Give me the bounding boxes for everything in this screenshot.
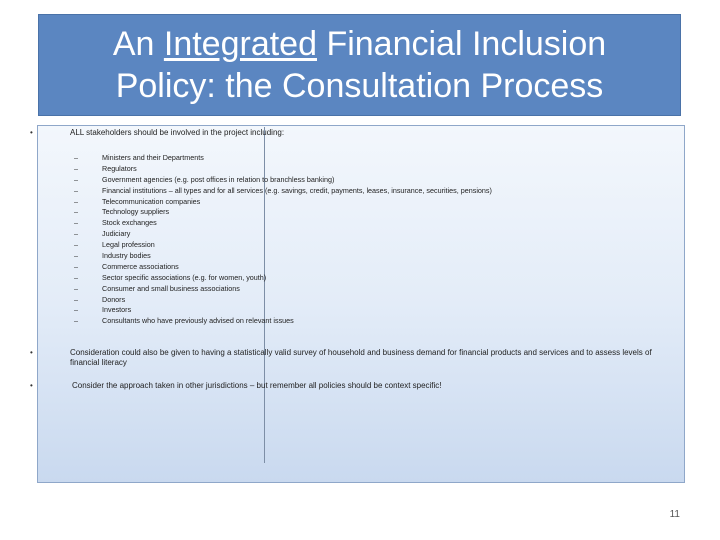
dash-marker: – [74, 316, 78, 326]
list-item [0, 164, 720, 175]
dash-marker: – [74, 251, 78, 261]
dash-marker: – [74, 153, 78, 162]
list-item [0, 284, 720, 295]
list-item-text: Government agencies (e.g. post offices in relation to branchless banking) [102, 174, 335, 184]
dash-marker: – [74, 261, 78, 271]
list-item [0, 186, 720, 197]
dash-marker: – [74, 185, 78, 195]
list-item-text: Regulators [102, 163, 137, 173]
bullet-text: ALL stakeholders should be involved in the project including: [70, 128, 285, 137]
list-item [0, 218, 720, 229]
list-item-text: Technology suppliers [102, 207, 170, 217]
list-item [0, 240, 720, 251]
list-item [0, 295, 720, 306]
dash-marker: – [74, 240, 78, 250]
list-item-text: Industry bodies [102, 251, 151, 261]
list-item-text: Legal profession [102, 240, 155, 250]
list-item-text: Financial institutions – all types and for all services (e.g. savings, credit, payments, leases, insurance, securities, pensions) [102, 185, 492, 195]
title-prefix: An [112, 25, 164, 63]
dash-marker: – [74, 272, 78, 282]
list-item-text: Consumer and small business associations [102, 283, 240, 293]
bullet-text: Consideration could also be given to having a statistically valid survey of household and business demand for financial products and services and to assess levels of financial literacy [70, 348, 652, 367]
page-number: 11 [669, 509, 680, 520]
dash-marker: – [74, 196, 78, 206]
title-banner [38, 14, 681, 116]
dash-marker: – [74, 174, 78, 184]
title-suffix: Financial Inclusion [317, 25, 607, 63]
list-item-text: Consultants who have previously advised on relevant issues [102, 316, 294, 326]
list-item-text: Judiciary [102, 229, 131, 239]
list-item-text: Telecommunication companies [102, 196, 201, 206]
title-line-2: Policy: the Consultation Process [115, 67, 604, 105]
list-item [0, 175, 720, 186]
list-item [0, 251, 720, 262]
list-item-text: Ministers and their Departments [102, 153, 204, 162]
list-item [0, 229, 720, 240]
list-item [0, 197, 720, 208]
list-item [0, 305, 720, 316]
stakeholder-list [0, 153, 720, 327]
dash-marker: – [74, 283, 78, 293]
bullet-marker: • [30, 381, 33, 390]
list-item-text: Donors [102, 294, 126, 304]
title-highlight: Integrated [163, 25, 317, 63]
bullet-text: Consider the approach taken in other jurisdictions – but remember all policies should be context specific! [72, 381, 442, 390]
dash-marker: – [74, 294, 78, 304]
dash-marker: – [74, 229, 78, 239]
list-item [0, 262, 720, 273]
list-item [0, 153, 720, 164]
list-item [0, 316, 720, 327]
list-item [0, 207, 720, 218]
dash-marker: – [74, 163, 78, 173]
list-item-text: Investors [102, 305, 132, 315]
bullet-marker: • [30, 128, 33, 137]
title-line-1 [113, 23, 606, 65]
list-item [0, 273, 720, 284]
list-item-text: Commerce associations [102, 261, 179, 271]
bullet-marker: • [30, 348, 33, 357]
dash-marker: – [74, 305, 78, 315]
dash-marker: – [74, 218, 78, 228]
dash-marker: – [74, 207, 78, 217]
list-item-text: Sector specific associations (e.g. for women, youth) [102, 272, 267, 282]
list-item-text: Stock exchanges [102, 218, 157, 228]
